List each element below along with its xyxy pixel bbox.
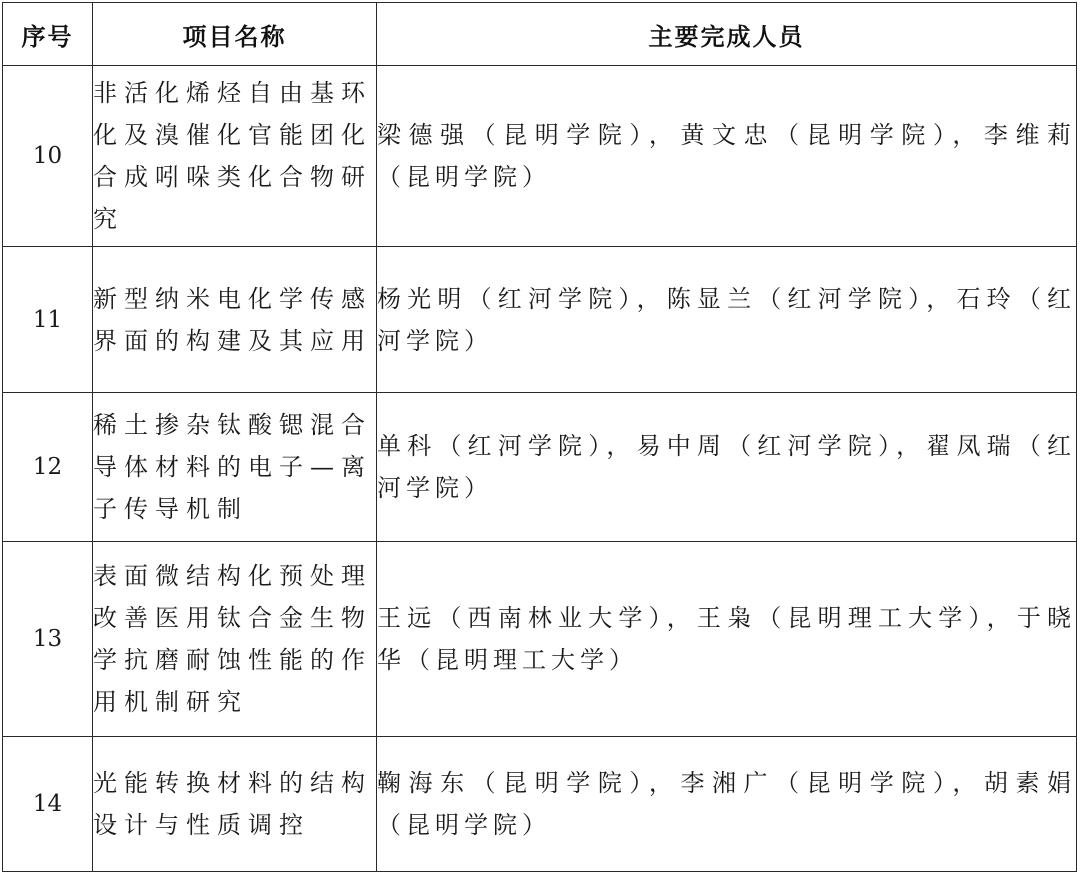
project-name: 非活化烯烃自由基环化及溴催化官能团化合成吲哚类化合物研究 (93, 66, 377, 247)
contributors: 杨光明（红河学院），陈显兰（红河学院），石玲（红河学院） (377, 247, 1077, 393)
header-project-name: 项目名称 (93, 3, 377, 66)
row-number: 11 (3, 247, 93, 393)
row-number: 12 (3, 393, 93, 542)
table-row (3, 542, 1077, 737)
table-header (3, 3, 1077, 66)
table-row (3, 393, 1077, 542)
project-name: 光能转换材料的结构设计与性质调控 (93, 737, 377, 872)
contributors: 梁德强（昆明学院），黄文忠（昆明学院），李维莉（昆明学院） (377, 66, 1077, 247)
row-number: 14 (3, 737, 93, 872)
table-body (3, 66, 1077, 872)
row-number: 10 (3, 66, 93, 247)
row-number: 13 (3, 542, 93, 737)
project-name: 稀土掺杂钛酸锶混合导体材料的电子—离子传导机制 (93, 393, 377, 542)
contributors: 王远（西南林业大学），王枭（昆明理工大学），于晓华（昆明理工大学） (377, 542, 1077, 737)
header-row (3, 3, 1077, 66)
header-main-contributors: 主要完成人员 (377, 3, 1077, 66)
header-no: 序号 (3, 3, 93, 66)
contributors: 鞠海东（昆明学院），李湘广（昆明学院），胡素娟（昆明学院） (377, 737, 1077, 872)
award-table (2, 2, 1077, 872)
project-name: 表面微结构化预处理改善医用钛合金生物学抗磨耐蚀性能的作用机制研究 (93, 542, 377, 737)
table-row (3, 737, 1077, 872)
table-row (3, 66, 1077, 247)
contributors: 单科（红河学院），易中周（红河学院），翟凤瑞（红河学院） (377, 393, 1077, 542)
table-row (3, 247, 1077, 393)
project-name: 新型纳米电化学传感界面的构建及其应用 (93, 247, 377, 393)
